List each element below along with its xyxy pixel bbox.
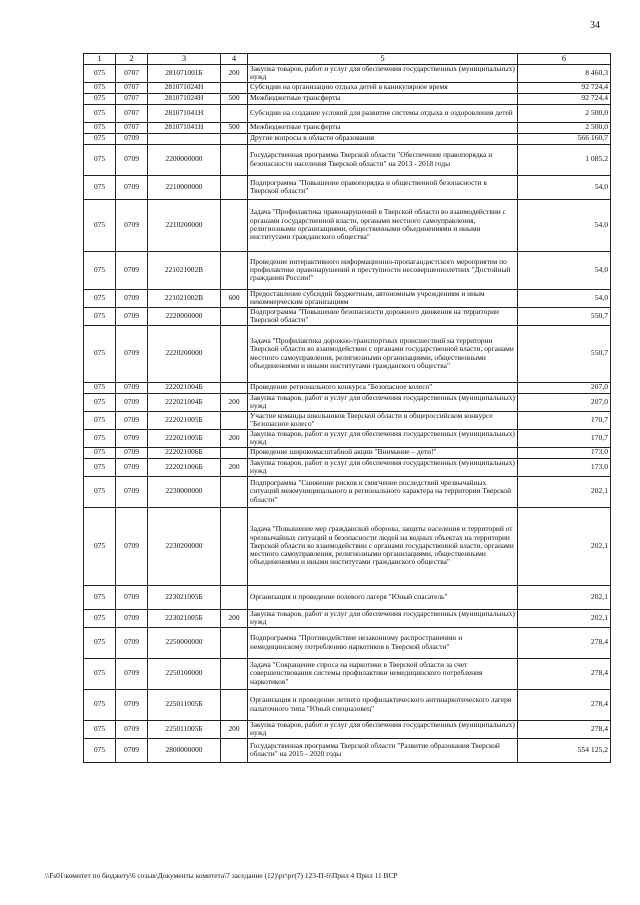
table-row <box>84 476 611 507</box>
cell-expense-type: 200 <box>221 720 248 738</box>
cell-target-article <box>148 133 221 144</box>
cell-section: 0709 <box>116 609 148 627</box>
cell-target-article: 225011005Б <box>148 720 221 738</box>
cell-description: Задача "Сокращение спроса на наркотики в Тверской области за счет совершенствования системы профилактики немедицинского потребления наркотиков" <box>248 658 518 689</box>
cell-amount: 2 500,0 <box>518 122 611 133</box>
table-row <box>84 133 611 144</box>
cell-section: 0709 <box>116 307 148 325</box>
table-row <box>84 199 611 251</box>
cell-chapter: 075 <box>84 307 116 325</box>
table-row <box>84 658 611 689</box>
cell-expense-type <box>221 447 248 458</box>
cell-description: Государственная программа Тверской области "Обеспечение правопорядка и безопасности населения Тверской области" на 2013 - 2018 годы <box>248 144 518 175</box>
cell-expense-type <box>221 507 248 585</box>
cell-chapter: 075 <box>84 476 116 507</box>
table-row <box>84 144 611 175</box>
cell-chapter: 075 <box>84 289 116 307</box>
cell-target-article: 2220200000 <box>148 325 221 382</box>
cell-description: Организация и проведение летнего профилактического антинаркотического лагеря палаточного типа "Юный спецназовец" <box>248 689 518 720</box>
cell-expense-type <box>221 476 248 507</box>
cell-target-article: 225011005Б <box>148 689 221 720</box>
cell-chapter: 075 <box>84 64 116 82</box>
cell-section: 0709 <box>116 720 148 738</box>
cell-description: Предоставление субсидий бюджетным, автономным учреждениям и иным некоммерческим организациям <box>248 289 518 307</box>
cell-chapter: 075 <box>84 325 116 382</box>
table-row <box>84 325 611 382</box>
cell-section: 0709 <box>116 411 148 429</box>
table-row <box>84 251 611 289</box>
cell-expense-type <box>221 133 248 144</box>
cell-amount: 1 085,2 <box>518 144 611 175</box>
cell-section: 0709 <box>116 738 148 762</box>
cell-description: Закупка товаров, работ и услуг для обеспечения государственных (муниципальных) нужд <box>248 609 518 627</box>
cell-description: Подпрограмма "Противодействие незаконному распространению и немедицинскому потреблению наркотиков в Тверской области" <box>248 627 518 658</box>
table-row <box>84 585 611 609</box>
cell-target-article: 2800000000 <box>148 738 221 762</box>
cell-amount: 173,0 <box>518 458 611 476</box>
footer-path: \\Fs01\комитет по бюджету\6 созыв\Документы комитета\7 заседание (12)\рг\рг(7) 123-П-6\Прил 4 Прил 11 ВСР <box>45 871 398 880</box>
cell-chapter: 075 <box>84 658 116 689</box>
table-row <box>84 627 611 658</box>
table-row <box>84 82 611 93</box>
cell-section: 0709 <box>116 251 148 289</box>
cell-amount: 170,7 <box>518 429 611 447</box>
cell-amount: 278,4 <box>518 658 611 689</box>
cell-section: 0709 <box>116 476 148 507</box>
cell-amount: 202,1 <box>518 609 611 627</box>
cell-target-article: 281071041Н <box>148 122 221 133</box>
table-row <box>84 93 611 104</box>
cell-expense-type <box>221 411 248 429</box>
table-row <box>84 447 611 458</box>
cell-chapter: 075 <box>84 447 116 458</box>
cell-description: Межбюджетные трансферты <box>248 122 518 133</box>
cell-target-article: 2250000000 <box>148 627 221 658</box>
cell-section: 0709 <box>116 199 148 251</box>
table-row <box>84 411 611 429</box>
cell-description: Субсидии на создание условий для развития системы отдыха и оздоровления детей <box>248 104 518 122</box>
cell-target-article: 222021005Б <box>148 429 221 447</box>
cell-chapter: 075 <box>84 122 116 133</box>
cell-section: 0709 <box>116 429 148 447</box>
cell-chapter: 075 <box>84 175 116 199</box>
cell-chapter: 075 <box>84 585 116 609</box>
cell-amount: 173,0 <box>518 447 611 458</box>
cell-description: Организация и проведение полевого лагеря "Юный спасатель" <box>248 585 518 609</box>
table-row <box>84 738 611 762</box>
cell-section: 0707 <box>116 122 148 133</box>
cell-description: Проведение интерактивного информационно-пропагандистского мероприятия по профилактике правонарушений и преступности несовершеннолетних "Достойный гражданин России!" <box>248 251 518 289</box>
cell-section: 0707 <box>116 104 148 122</box>
cell-expense-type <box>221 144 248 175</box>
header-cell: 1 <box>84 54 116 65</box>
budget-table <box>83 53 611 763</box>
table-row <box>84 122 611 133</box>
cell-section: 0709 <box>116 393 148 411</box>
cell-description: Государственная программа Тверской области "Развитие образования Тверской области" на 2015 - 2020 годы <box>248 738 518 762</box>
cell-expense-type <box>221 658 248 689</box>
page-number: 34 <box>590 20 600 31</box>
cell-chapter: 075 <box>84 251 116 289</box>
cell-expense-type <box>221 325 248 382</box>
cell-description: Подпрограмма "Повышение правопорядка и общественной безопасности в Тверской области" <box>248 175 518 199</box>
cell-expense-type: 600 <box>221 289 248 307</box>
cell-expense-type <box>221 251 248 289</box>
cell-description: Субсидии на организацию отдыха детей в каникулярное время <box>248 82 518 93</box>
table-row <box>84 458 611 476</box>
cell-expense-type <box>221 104 248 122</box>
cell-expense-type: 200 <box>221 458 248 476</box>
cell-section: 0707 <box>116 93 148 104</box>
cell-amount: 550,7 <box>518 325 611 382</box>
cell-description: Задача "Профилактика дорожно-транспортных происшествий на территории Тверской области во взаимодействии с органами государственной власти, органами местного самоуправления, религиозными организациями, общественными объединениями и иными институтами гражданского общества" <box>248 325 518 382</box>
cell-amount: 54,0 <box>518 175 611 199</box>
cell-amount: 550,7 <box>518 307 611 325</box>
table-row <box>84 307 611 325</box>
cell-description: Задача "Профилактика правонарушений в Тверской области во взаимодействии с органами государственной власти, органами местного самоуправления, религиозными организациями, общественными объединениями и иными институтами гражданского общества" <box>248 199 518 251</box>
cell-amount: 92 724,4 <box>518 93 611 104</box>
cell-description: Закупка товаров, работ и услуг для обеспечения государственных (муниципальных) нужд <box>248 458 518 476</box>
cell-chapter: 075 <box>84 689 116 720</box>
header-cell: 2 <box>116 54 148 65</box>
table-row <box>84 720 611 738</box>
cell-expense-type: 500 <box>221 122 248 133</box>
cell-target-article: 222021006Б <box>148 458 221 476</box>
cell-section: 0709 <box>116 144 148 175</box>
cell-target-article: 221021002В <box>148 251 221 289</box>
cell-expense-type: 200 <box>221 609 248 627</box>
cell-target-article: 223021005Б <box>148 585 221 609</box>
cell-chapter: 075 <box>84 738 116 762</box>
cell-amount: 278,4 <box>518 627 611 658</box>
cell-section: 0709 <box>116 325 148 382</box>
cell-section: 0709 <box>116 585 148 609</box>
cell-chapter: 075 <box>84 393 116 411</box>
header-cell: 5 <box>248 54 518 65</box>
cell-chapter: 075 <box>84 627 116 658</box>
cell-chapter: 075 <box>84 93 116 104</box>
cell-expense-type <box>221 82 248 93</box>
cell-amount: 202,1 <box>518 585 611 609</box>
cell-section: 0709 <box>116 458 148 476</box>
table-row <box>84 507 611 585</box>
table-row <box>84 289 611 307</box>
cell-amount: 2 500,0 <box>518 104 611 122</box>
table-row <box>84 609 611 627</box>
cell-section: 0709 <box>116 627 148 658</box>
cell-section: 0709 <box>116 689 148 720</box>
cell-amount: 202,1 <box>518 476 611 507</box>
cell-target-article: 2210000000 <box>148 175 221 199</box>
cell-chapter: 075 <box>84 144 116 175</box>
table-row <box>84 689 611 720</box>
cell-section: 0709 <box>116 447 148 458</box>
cell-expense-type <box>221 738 248 762</box>
cell-description: Подпрограмма "Повышение безопасности дорожного движения на территории Тверской области" <box>248 307 518 325</box>
cell-section: 0709 <box>116 382 148 393</box>
cell-target-article: 2230000000 <box>148 476 221 507</box>
cell-amount: 202,1 <box>518 507 611 585</box>
cell-section: 0709 <box>116 507 148 585</box>
cell-expense-type <box>221 627 248 658</box>
cell-chapter: 075 <box>84 82 116 93</box>
table-row <box>84 64 611 82</box>
cell-chapter: 075 <box>84 199 116 251</box>
cell-amount: 278,4 <box>518 720 611 738</box>
cell-amount: 278,4 <box>518 689 611 720</box>
cell-description: Задача "Повышение мер гражданской обороны, защиты населения и территорий от чрезвычайных ситуаций и безопасности людей на водных объектах на территории Тверской области во взаимодействии с органами государственной власти, органами местного самоуправления, религиозными организациями, общественными объединениями и иными институтами гражданского общества" <box>248 507 518 585</box>
table-header-row <box>84 54 611 65</box>
cell-chapter: 075 <box>84 411 116 429</box>
cell-expense-type <box>221 199 248 251</box>
cell-chapter: 075 <box>84 382 116 393</box>
cell-amount: 8 460,3 <box>518 64 611 82</box>
cell-chapter: 075 <box>84 133 116 144</box>
cell-section: 0707 <box>116 82 148 93</box>
cell-target-article: 2250100000 <box>148 658 221 689</box>
cell-target-article: 2200000000 <box>148 144 221 175</box>
header-cell: 6 <box>518 54 611 65</box>
table-row <box>84 104 611 122</box>
cell-target-article: 222021004Б <box>148 382 221 393</box>
table-row <box>84 429 611 447</box>
cell-target-article: 2220000000 <box>148 307 221 325</box>
cell-expense-type <box>221 307 248 325</box>
cell-target-article: 281071024Н <box>148 93 221 104</box>
cell-section: 0707 <box>116 64 148 82</box>
table-row <box>84 175 611 199</box>
cell-target-article: 222021005Б <box>148 411 221 429</box>
cell-amount: 54,0 <box>518 199 611 251</box>
cell-expense-type: 200 <box>221 429 248 447</box>
cell-chapter: 075 <box>84 104 116 122</box>
cell-chapter: 075 <box>84 429 116 447</box>
cell-target-article: 2210200000 <box>148 199 221 251</box>
cell-expense-type: 200 <box>221 393 248 411</box>
cell-section: 0709 <box>116 175 148 199</box>
cell-description: Подпрограмма "Снижение рисков и смягчение последствий чрезвычайных ситуаций межмуниципального и регионального характера на территории Тверской области" <box>248 476 518 507</box>
cell-expense-type <box>221 382 248 393</box>
cell-description: Другие вопросы в области образования <box>248 133 518 144</box>
cell-expense-type: 500 <box>221 93 248 104</box>
cell-target-article: 222021006Б <box>148 447 221 458</box>
cell-amount: 554 125,2 <box>518 738 611 762</box>
cell-expense-type: 200 <box>221 64 248 82</box>
table-row <box>84 393 611 411</box>
cell-description: Закупка товаров, работ и услуг для обеспечения государственных (муниципальных) нужд <box>248 720 518 738</box>
cell-target-article: 2230200000 <box>148 507 221 585</box>
cell-section: 0709 <box>116 289 148 307</box>
cell-target-article: 281071001Б <box>148 64 221 82</box>
cell-section: 0709 <box>116 658 148 689</box>
cell-description: Межбюджетные трансферты <box>248 93 518 104</box>
cell-section: 0709 <box>116 133 148 144</box>
cell-description: Закупка товаров, работ и услуг для обеспечения государственных (муниципальных) нужд <box>248 429 518 447</box>
cell-chapter: 075 <box>84 458 116 476</box>
cell-amount: 54,0 <box>518 289 611 307</box>
cell-target-article: 223021005Б <box>148 609 221 627</box>
cell-target-article: 281071041Н <box>148 104 221 122</box>
cell-description: Участие команды школьников Тверской области в общероссийском конкурсе "Безопасное колесо" <box>248 411 518 429</box>
cell-amount: 170,7 <box>518 411 611 429</box>
cell-target-article: 221021002В <box>148 289 221 307</box>
header-cell: 4 <box>221 54 248 65</box>
cell-expense-type <box>221 175 248 199</box>
cell-chapter: 075 <box>84 507 116 585</box>
cell-expense-type <box>221 585 248 609</box>
cell-target-article: 222021004Б <box>148 393 221 411</box>
cell-description: Проведение широкомасштабной акции "Внимание – дети!" <box>248 447 518 458</box>
cell-description: Закупка товаров, работ и услуг для обеспечения государственных (муниципальных) нужд <box>248 64 518 82</box>
cell-description: Проведение регионального конкурса "Безопасное колесо" <box>248 382 518 393</box>
cell-expense-type <box>221 689 248 720</box>
header-cell: 3 <box>148 54 221 65</box>
cell-target-article: 281071024Н <box>148 82 221 93</box>
cell-amount: 207,0 <box>518 382 611 393</box>
table-row <box>84 382 611 393</box>
cell-amount: 566 160,7 <box>518 133 611 144</box>
cell-amount: 207,0 <box>518 393 611 411</box>
cell-amount: 54,0 <box>518 251 611 289</box>
cell-description: Закупка товаров, работ и услуг для обеспечения государственных (муниципальных) нужд <box>248 393 518 411</box>
cell-amount: 92 724,4 <box>518 82 611 93</box>
cell-chapter: 075 <box>84 720 116 738</box>
cell-chapter: 075 <box>84 609 116 627</box>
